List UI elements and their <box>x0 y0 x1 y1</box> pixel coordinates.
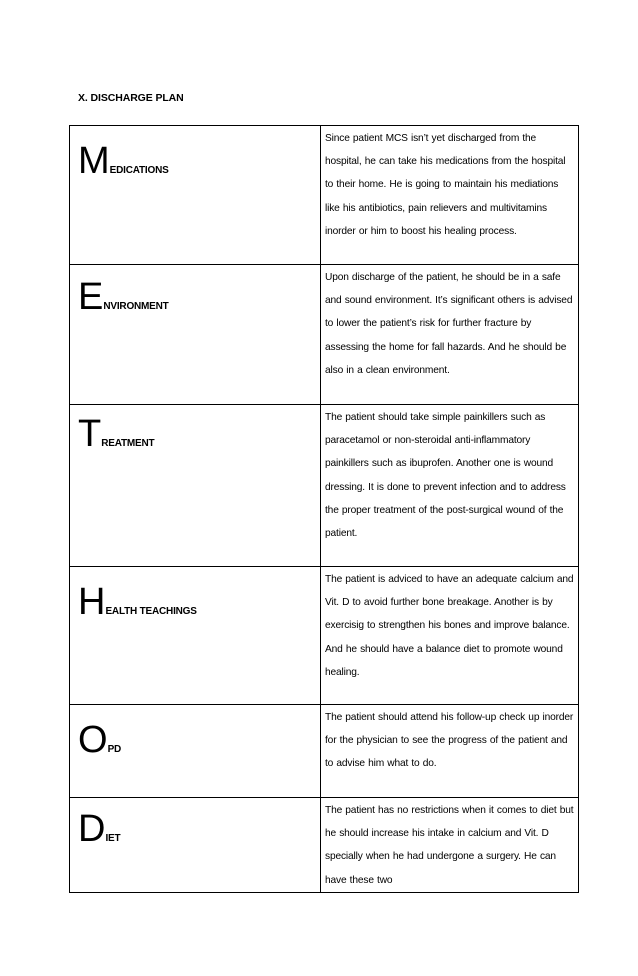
key-cell <box>70 126 321 265</box>
row-heading <box>78 810 120 848</box>
table-row-opd <box>70 705 579 798</box>
heading-initial: H <box>78 581 106 623</box>
heading-rest: NVIRONMENT <box>103 301 169 312</box>
heading-initial: M <box>78 140 110 182</box>
heading-rest: IET <box>105 833 121 844</box>
row-heading <box>78 583 197 621</box>
section-title: X. DISCHARGE PLAN <box>78 92 184 104</box>
content-cell: The patient is adviced to have an adequate calcium and Vit. D to avoid further bone breakage. Another is by exercisig to strengthen his bones and improve balance. And he should have a balance diet to promote wound healing. <box>321 567 579 705</box>
row-heading <box>78 142 169 180</box>
heading-rest: PD <box>107 744 122 755</box>
heading-rest: REATMENT <box>101 438 155 449</box>
row-heading <box>78 721 121 759</box>
content-cell: Since patient MCS isn’t yet discharged from the hospital, he can take his medications from the hospital to their home. He is going to maintain his mediations like his antibiotics, pain relievers and multivitamins inorder or him to boost his healing process. <box>321 126 579 265</box>
heading-initial: D <box>78 808 106 850</box>
content-cell: Upon discharge of the patient, he should be in a safe and sound environment. It’s significant others is advised to lower the patient’s risk for further fracture by assessing the home for fall hazards. And he should be also in a clean environment. <box>321 265 579 405</box>
table-row-diet <box>70 798 579 893</box>
key-cell <box>70 705 321 798</box>
row-heading <box>78 278 169 316</box>
key-cell <box>70 405 321 567</box>
heading-initial: E <box>78 276 104 318</box>
table-row-environment <box>70 265 579 405</box>
key-cell <box>70 567 321 705</box>
heading-initial: O <box>78 719 108 761</box>
table-row-treatment <box>70 405 579 567</box>
heading-rest: EDICATIONS <box>109 165 169 176</box>
table-row-health-teachings <box>70 567 579 705</box>
content-cell: The patient has no restrictions when it comes to diet but he should increase his intake in calcium and Vit. D specially when he had undergone a surgery. He can have these two <box>321 798 579 893</box>
table-row-medications <box>70 126 579 265</box>
key-cell <box>70 265 321 405</box>
heading-rest: EALTH TEACHINGS <box>105 606 197 617</box>
row-heading <box>78 415 154 453</box>
discharge-plan-table <box>69 125 579 893</box>
key-cell <box>70 798 321 893</box>
content-cell: The patient should attend his follow-up check up inorder for the physician to see the progress of the patient and to advise him what to do. <box>321 705 579 798</box>
content-cell: The patient should take simple painkillers such as paracetamol or non-steroidal anti-inflammatory painkillers such as ibuprofen. Another one is wound dressing. It is done to prevent infection and to address the proper treatment of the post-surgical wound of the patient. <box>321 405 579 567</box>
heading-initial: T <box>78 413 102 455</box>
